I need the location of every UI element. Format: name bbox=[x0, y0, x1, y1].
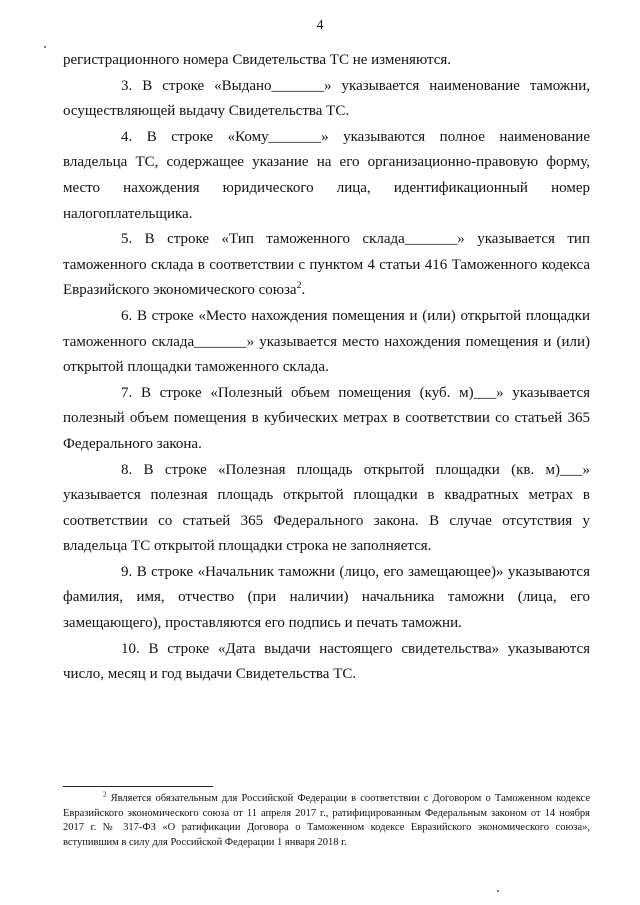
footnote-divider bbox=[63, 786, 213, 787]
paragraph-item-3: 3. В строке «Выдано_______» указывается наименование таможни, осуществляющей выдачу Свидетельства ТС. bbox=[63, 77, 590, 120]
scan-speck bbox=[497, 890, 499, 892]
paragraph-item-5-text: 5. В строке «Тип таможенного склада_______» указывается тип таможенного склада в соответствии с пунктом 4 статьи 416 Таможенного кодекса Евразийского экономического союза bbox=[63, 231, 590, 299]
footnote-marker: 2 bbox=[103, 791, 107, 799]
paragraph-item-6: 6. В строке «Место нахождения помещения и (или) открытой площадки таможенного склада_______» указывается место нахождения помещения и (или) открытой площадки таможенного склада. bbox=[63, 307, 590, 376]
footnote-reference: 2 bbox=[296, 280, 302, 292]
page-number: 4 bbox=[316, 18, 324, 33]
paragraph-item-10: 10. В строке «Дата выдачи настоящего свидетельства» указываются число, месяц и год выдачи Свидетельства ТС. bbox=[63, 640, 590, 683]
document-body bbox=[63, 48, 590, 688]
paragraph-continuation: регистрационного номера Свидетельства ТС не изменяются. bbox=[63, 52, 452, 68]
paragraph-item-7: 7. В строке «Полезный объем помещения (куб. м)___» указывается полезный объем помещения в кубических метрах в соответствии со статьей 365 Федерального закона. bbox=[63, 384, 590, 452]
paragraph-item-9: 9. В строке «Начальник таможни (лицо, его замещающее)» указываются фамилия, имя, отчество (при наличии) начальника таможни (лица, его замещающего), проставляются его подпись и печать таможни. bbox=[63, 563, 590, 632]
scan-speck bbox=[44, 46, 46, 48]
paragraph-item-5 bbox=[63, 227, 590, 304]
footnote bbox=[63, 792, 590, 850]
paragraph-item-8: 8. В строке «Полезная площадь открытой площадки (кв. м)___» указывается полезная площадь открытой площадки в квадратных метрах в соответствии со статьей 365 Федерального закона. В случае отсутствия у владельца ТС открытой площадки строка не заполняется. bbox=[63, 461, 590, 555]
paragraph-item-4: 4. В строке «Кому_______» указываются полное наименование владельца ТС, содержащее указание на его организационно-правовую форму, место нахождения юридического лица, идентификационный номер налогоплательщика. bbox=[63, 128, 590, 222]
paragraph-item-5-end: . bbox=[301, 282, 306, 299]
footnote-text: Является обязательным для Российской Федерации в соответствии с Договором о Таможенном кодексе Евразийского экономического союза от 11 апреля 2017 г., ратифицированным Федеральным законом от 14 ноября 2017 г. № 317-ФЗ «О ратификации Договора о Таможенном кодексе Евразийского экономического союза», вступившим в силу для Российской Федерации 1 января 2018 г. bbox=[63, 793, 590, 848]
